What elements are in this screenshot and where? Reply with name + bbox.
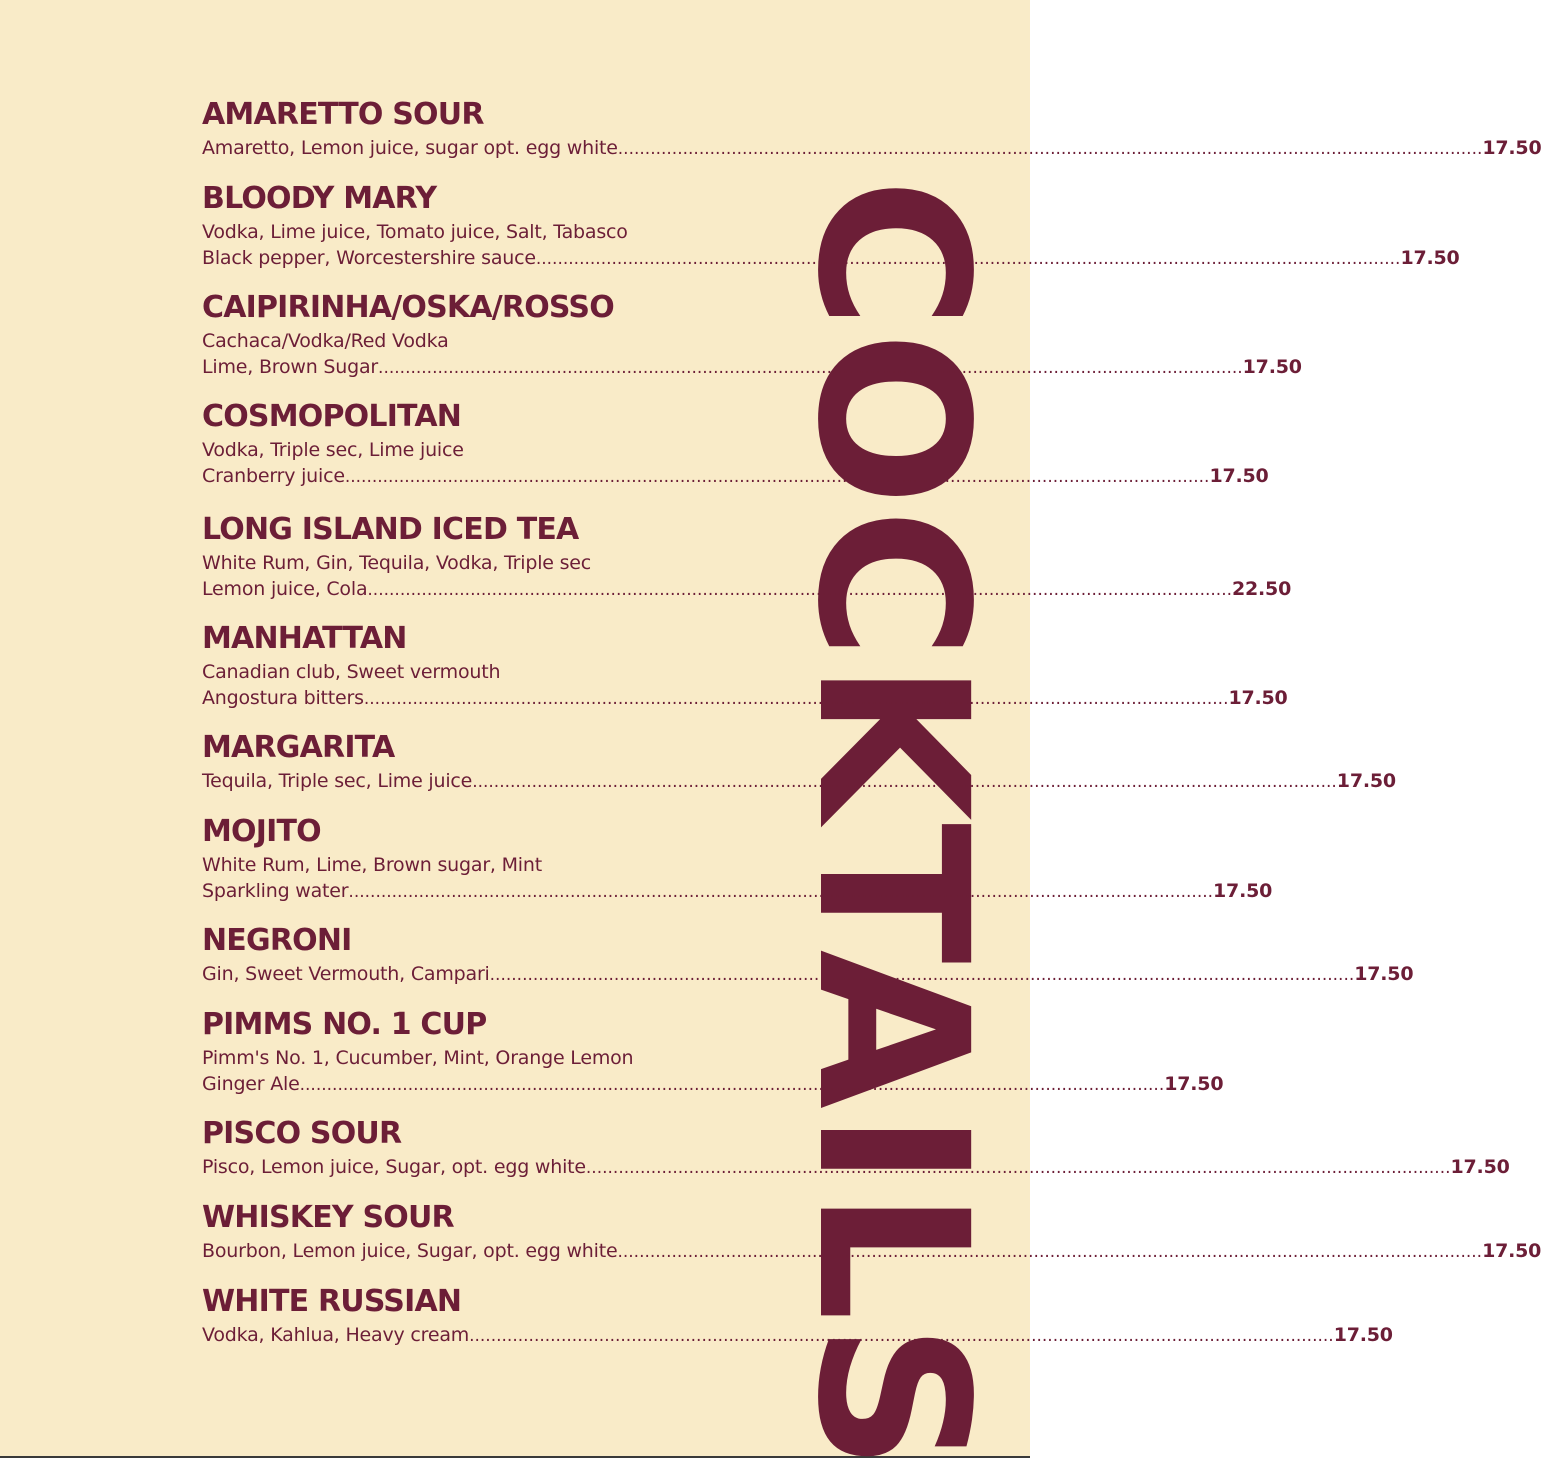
menu-item: [202, 728, 1396, 795]
menu-item: [202, 1198, 1541, 1265]
item-price-line: [202, 1154, 1510, 1181]
item-ingredients: Lime, Brown Sugar: [202, 356, 379, 378]
item-name: COSMOPOLITAN: [202, 399, 462, 434]
dot-leader: ................................................................................................................................................................: [378, 358, 1243, 378]
dot-leader: ................................................................................................................................................................: [367, 580, 1232, 600]
item-price: 17.50: [1482, 137, 1541, 159]
item-name: LONG ISLAND ICED TEA: [202, 512, 579, 547]
dot-leader: ................................................................................................................................................................: [344, 467, 1210, 487]
menu-item: [202, 921, 1414, 988]
cocktails-title: COCKTAILS: [772, 178, 1012, 1473]
menu-item: [202, 95, 1541, 162]
item-ingredients: Gin, Sweet Vermouth, Campari: [202, 963, 490, 985]
item-ingredients: Ginger Ale: [202, 1073, 300, 1095]
item-price-line: [202, 768, 1396, 795]
item-price-line: [202, 245, 1460, 272]
menu-item: [202, 1114, 1510, 1181]
dot-leader: ................................................................................................................................................................: [299, 1075, 1165, 1095]
item-name: BLOODY MARY: [202, 181, 437, 216]
dot-leader: ................................................................................................................................................................: [472, 772, 1337, 792]
item-price: 17.50: [1450, 1156, 1510, 1178]
dot-leader: ................................................................................................................................................................: [348, 882, 1214, 902]
item-ingredients: Bourbon, Lemon juice, Sugar, opt. egg white: [202, 1240, 618, 1262]
item-price-line: [202, 576, 1292, 603]
item-price-line: [202, 961, 1414, 988]
item-name: WHITE RUSSIAN: [202, 1284, 462, 1319]
item-price-line: [202, 463, 1269, 490]
item-price: 17.50: [1354, 963, 1414, 985]
item-ingredients: Pimm's No. 1, Cucumber, Mint, Orange Lemon: [202, 1047, 634, 1069]
menu-item: [202, 397, 1269, 490]
menu-item: [202, 288, 1302, 381]
dot-leader: ................................................................................................................................................................: [585, 1158, 1451, 1178]
item-price-line: [202, 1071, 1224, 1098]
item-price: 17.50: [1400, 247, 1460, 269]
menu-item: [202, 510, 1292, 603]
item-price: 17.50: [1482, 1240, 1541, 1262]
item-ingredients: Angostura bitters: [202, 687, 364, 709]
item-ingredients: White Rum, Lime, Brown sugar, Mint: [202, 854, 542, 876]
item-name: MOJITO: [202, 814, 321, 849]
item-price: 17.50: [1333, 1324, 1393, 1346]
item-ingredients: Vodka, Triple sec, Lime juice: [202, 439, 464, 461]
menu-item: [202, 619, 1288, 712]
item-price: 17.50: [1213, 880, 1273, 902]
menu-item: [202, 1005, 1224, 1098]
item-price: 17.50: [1242, 356, 1302, 378]
item-name: NEGRONI: [202, 923, 352, 958]
item-price-line: [202, 878, 1273, 905]
item-ingredients: Tequila, Triple sec, Lime juice: [202, 770, 473, 792]
item-price-line: [202, 135, 1541, 162]
menu-item: [202, 179, 1460, 272]
item-ingredients: White Rum, Gin, Tequila, Vodka, Triple sec: [202, 552, 592, 574]
item-name: WHISKEY SOUR: [202, 1200, 454, 1235]
item-price: 17.50: [1228, 687, 1288, 709]
item-price-line: [202, 1322, 1393, 1349]
item-price-line: [202, 1238, 1541, 1265]
dot-leader: ................................................................................................................................................................: [363, 689, 1229, 709]
dot-leader: ................................................................................................................................................................: [535, 249, 1401, 269]
dot-leader: ................................................................................................................................................................: [489, 965, 1355, 985]
menu-item: [202, 1282, 1393, 1349]
item-price: 17.50: [1209, 465, 1269, 487]
dot-leader: ................................................................................................................................................................: [617, 1242, 1483, 1262]
item-ingredients: Black pepper, Worcestershire sauce: [202, 247, 536, 269]
item-name: PISCO SOUR: [202, 1116, 402, 1151]
item-name: PIMMS NO. 1 CUP: [202, 1007, 487, 1042]
dot-leader: ................................................................................................................................................................: [617, 139, 1483, 159]
item-ingredients: Cranberry juice: [202, 465, 345, 487]
item-name: MANHATTAN: [202, 621, 407, 656]
item-ingredients: Lemon juice, Cola: [202, 578, 368, 600]
item-ingredients: Vodka, Kahlua, Heavy cream: [202, 1324, 470, 1346]
item-name: CAIPIRINHA/OSKA/ROSSO: [202, 290, 614, 325]
item-name: MARGARITA: [202, 730, 395, 765]
dot-leader: ................................................................................................................................................................: [469, 1326, 1334, 1346]
item-name: AMARETTO SOUR: [202, 97, 484, 132]
item-price: 22.50: [1232, 578, 1292, 600]
item-ingredients: Vodka, Lime juice, Tomato juice, Salt, Tabasco: [202, 221, 628, 243]
item-ingredients: Cachaca/Vodka/Red Vodka: [202, 330, 449, 352]
item-ingredients: Amaretto, Lemon juice, sugar opt. egg white: [202, 137, 618, 159]
item-price: 17.50: [1164, 1073, 1224, 1095]
item-ingredients: Canadian club, Sweet vermouth: [202, 661, 501, 683]
menu-item: [202, 812, 1273, 905]
item-ingredients: Pisco, Lemon juice, Sugar, opt. egg white: [202, 1156, 586, 1178]
item-price: 17.50: [1336, 770, 1396, 792]
item-price-line: [202, 685, 1288, 712]
item-ingredients: Sparkling water: [202, 880, 349, 902]
item-price-line: [202, 354, 1302, 381]
